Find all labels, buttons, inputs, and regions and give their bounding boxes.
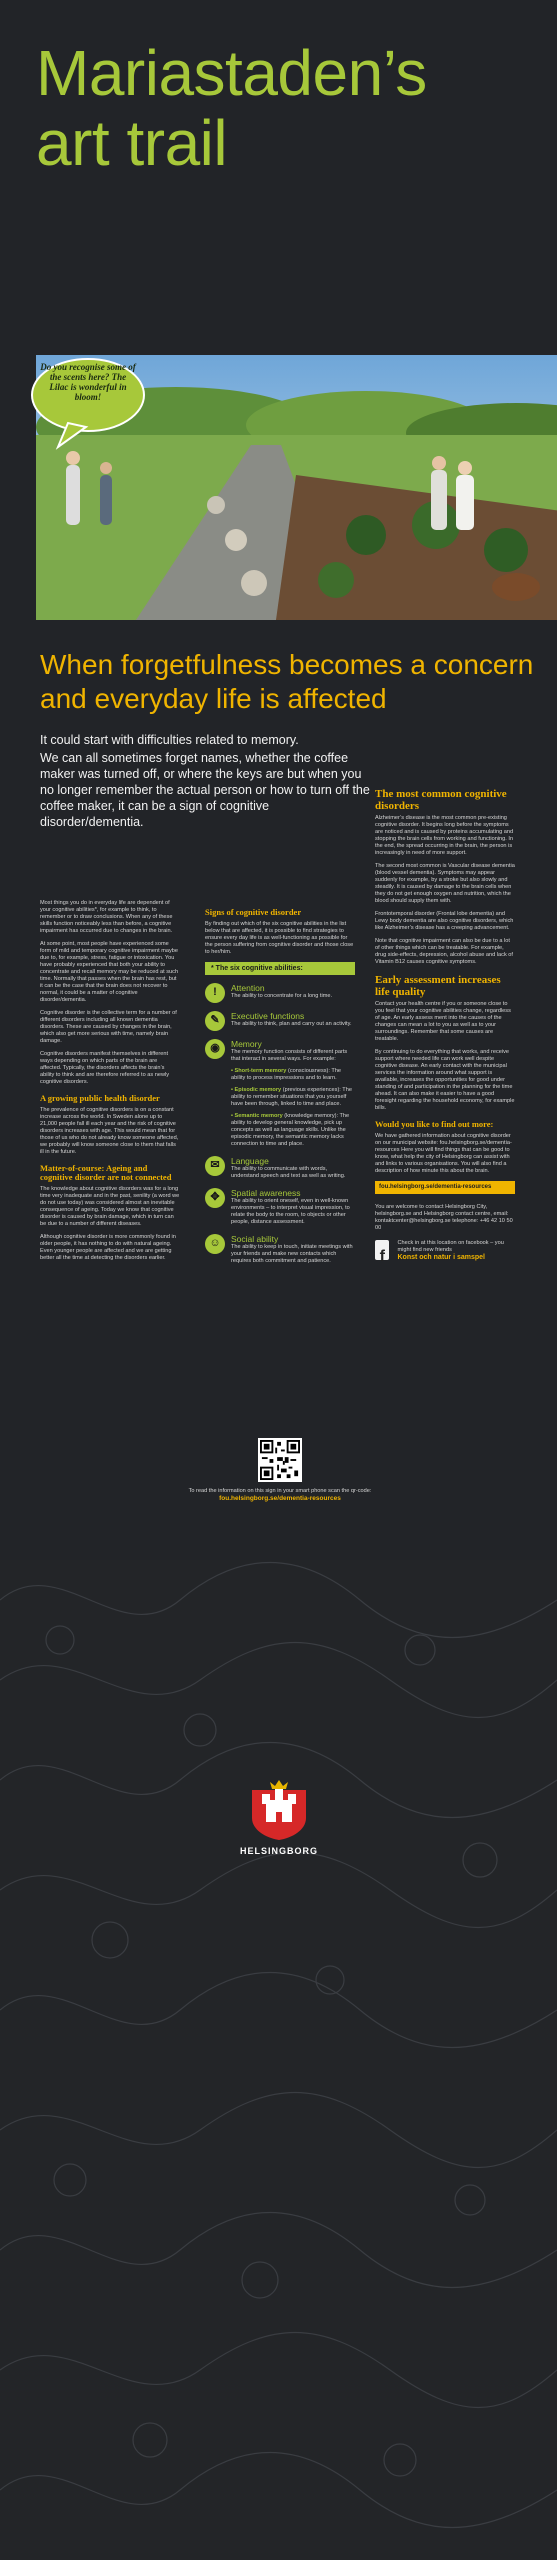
ability-desc: The ability to orient oneself, even in well-known environments – to interpret visual impression, to relate the body to the room, to objects or other people, distance assessment. <box>231 1197 350 1225</box>
memory-type-name: • Semantic memory <box>231 1112 283 1119</box>
paragraph: Cognitive disorders manifest themselves in different ways depending on which parts of the brain are affected. Typically, the disorders affects the brain’s ability to think and are therefore referred to as newly cognitive disorders. <box>40 1051 170 1085</box>
lead-paragraph: It could start with difficulties related to memory. <box>40 733 299 747</box>
ability-title: Attention <box>231 982 265 993</box>
ability-desc: The ability to keep in touch, initiate meetings with your friends and make new contacts which requires both commitment and patience. <box>231 1243 353 1264</box>
contact-paragraph: You are welcome to contact Helsingborg City, helsingborg.se and Helsingborg contact centre, email: kontaktcenter@helsingborg.se telephone: +46 42 10 50 00 <box>375 1203 513 1231</box>
ability-title: Social ability <box>231 1233 279 1244</box>
website-link[interactable]: fou.helsingborg.se/dementia-resources <box>375 1181 515 1194</box>
memory-type <box>231 1068 355 1082</box>
paragraph: The prevalence of cognitive disorders is on a constant increase across the world. In Sweden alone up to 21,000 people fall ill each year and the risk of cognitive disorders increases with age. This would mean that for those of us who do not already know someone affected, we probably will know someone close to them that falls ill in the future. <box>40 1106 179 1155</box>
floral-pattern-background <box>0 1560 557 2560</box>
ability-language <box>205 1156 355 1180</box>
paragraph: Frontotemporal disorder (Frontal lobe dementia) and Lewy body dementia are also cognitive disorders, which like Alzheimer’s disease has a creeping advancement. <box>375 911 514 931</box>
ability-desc: The memory function consists of different parts that interact in several ways. For example: <box>231 1048 348 1062</box>
paragraph: At some point, most people have experienced some form of mild and temporary cognitive impairment maybe due to, for example, stress, fatigue or intoxication. You have probably experienced that both your ability to concentrate and recall memory may be reduced at such time. Normally that passes when the brain has rest, but it can be the case that the brain does not recover to normal, it could be a matter of cognitive disorder/dementia. <box>40 941 179 1003</box>
lead-paragraph: We can all sometimes forget names, whether the coffee maker was turned off, or where the keys are but when you no longer remember the actual person or how to turn off the coffee maker, it can be a sign of cognitive disorder/dementia. <box>40 751 370 829</box>
ability-memory <box>205 1039 355 1148</box>
ability-title: Spatial awareness <box>231 1187 301 1198</box>
abilities-header: * The six cognitive abilities: <box>205 962 355 975</box>
helsingborg-crest-logo <box>248 1780 310 1840</box>
paragraph: By finding out which of the six cognitive abilities in the list below that are affected, it is possible to find strategies to ensure every day life is as well-functioning as possible for the person suffering from cognitive disorder and those close to her/him. <box>205 920 354 955</box>
qr-code[interactable] <box>258 1438 302 1482</box>
ability-title: Language <box>231 1155 269 1166</box>
paragraph: Contact your health centre if you or someone close to you feel that your cognitive abilities change, regardless of age. An early assess ment into the causes of the changes can mean a lot to you as well as to your surroundings. Remember that some causes are treatable. <box>375 1001 511 1042</box>
memory-type <box>231 1113 355 1148</box>
ability-desc: The ability to communicate with words, understand speech and text as well as writing. <box>231 1165 346 1179</box>
ability-title: Memory <box>231 1038 262 1049</box>
memory-type-name: • Short-term memory <box>231 1067 287 1074</box>
facebook-page-name: Konst och natur i samspel <box>397 1253 486 1261</box>
ability-social <box>205 1234 355 1265</box>
paragraph: Alzheimer’s disease is the most common pre-existing cognitive disorder. It begins long before the symptoms are noticed and is caused by proteins accumulating and stopping the brain cells from working and functioning. In the end, the spread occurring in the brain, the person is increasingly in need of more support. <box>375 815 514 856</box>
paragraph: The second most common is Vascular disease dementia (blood vessel dementia). Symptoms may appear suddenly for example, by a stroke but also slowly and steadily. It is caused by damage to the brain cells when they do not get enough oxygen and nutrition, which the blood should supply them with. <box>375 863 515 904</box>
page-title: Mariastaden’s art trail <box>36 37 427 179</box>
speech-icon: ✉ <box>205 1156 225 1176</box>
memory-type-desc: (previous experiences): The ability to remember situations that you yourself have been through, linked to time and place. <box>231 1086 352 1107</box>
facebook-text <box>397 1240 515 1261</box>
qr-instruction: To read the information on this sign in your smart phone scan the qr-code: <box>188 1488 372 1494</box>
memory-type-name: • Episodic memory <box>231 1086 282 1093</box>
exclamation-icon: ! <box>205 983 225 1003</box>
speech-bubble-text: Do you recognise some of the scents here? The Lilac is wonderful in bloom! <box>40 362 136 402</box>
memory-type <box>231 1087 355 1108</box>
headline: When forgetfulness becomes a concern and everyday life is affected <box>40 649 534 714</box>
section-heading: The most common cognitive disorders <box>375 788 507 812</box>
qr-code-graphic <box>260 1440 300 1480</box>
paragraph: We have gathered information about cognitive disorder on our municipal website: fou.helsingborg.se/dementia-resources Here you will find things that can be good to know, what help the city of Helsingborg can assist with and links to various organisations. You will also find a description of how minute this about the brain. <box>375 1132 512 1174</box>
column-right <box>375 780 515 1265</box>
section-heading: Matter-of-course: Ageing and cognitive disorder are not connected <box>40 1162 172 1182</box>
qr-caption <box>120 1488 440 1502</box>
ability-executive <box>205 1011 355 1031</box>
pencil-icon: ✎ <box>205 1011 225 1031</box>
section-heading: Early assessment increases life quality <box>375 974 501 998</box>
ability-title: Executive functions <box>231 1010 305 1021</box>
section-heading: A growing public health disorder <box>40 1093 160 1103</box>
ability-attention <box>205 983 355 1003</box>
compass-icon: ✥ <box>205 1188 225 1208</box>
paragraph: By continuing to do everything that works, and receive support where needed life can work well despite cognitive disease. An early contact with the municipal services the information around what support is available, increases the opportunities for good under standing of and participation in the planning for the time ahead. It can also make it easier to have a good foresight regarding the household economy, for example bills. <box>375 1049 515 1111</box>
paragraph: The knowledge about cognitive disorders was for a long time very inadequate and in the past, senility (a word we do not use today) was considered almost an inevitable consequence of ageing. Today we know that cognitive disorder is caused by brain damage, which in turn can be due to a number of different diseases. <box>40 1185 180 1227</box>
lead-text <box>40 732 370 832</box>
facebook-checkin[interactable] <box>375 1239 515 1265</box>
brand-name: HELSINGBORG <box>239 1846 318 1856</box>
section-heading: Would you like to find out more: <box>375 1119 494 1129</box>
brain-icon: ◉ <box>205 1039 225 1059</box>
memory-type-desc: (consciousness): The ability to process impressions and to learn. <box>231 1067 342 1081</box>
facebook-icon[interactable]: f <box>375 1240 389 1260</box>
memory-type-desc: (knowledge memory): The ability to develop general knowledge, pick up concepts as well as language skills. Unlike the episodic memory, the semantic memory lacks connection to time and place. <box>231 1112 350 1147</box>
ability-desc: The ability to concentrate for a long time. <box>231 992 333 999</box>
column-middle <box>205 900 355 1273</box>
people-icon: ☺ <box>205 1234 225 1254</box>
paragraph: Cognitive disorder is the collective term for a number of different disorders including all known dementia disorders. These are caused by changes in the brain, which also get more serious with time, namely brain damage. <box>40 1010 177 1044</box>
paragraph: Although cognitive disorder is more commonly found in older people, it has nothing to do with natural ageing. Even younger people are affected and we are getting better all the time at detecting the disorders earlier. <box>40 1233 176 1261</box>
section-heading: Signs of cognitive disorder <box>205 907 302 917</box>
ability-desc: The ability to think, plan and carry out an activity. <box>231 1020 352 1027</box>
facebook-line: Check in at this location on facebook – you might find new friends <box>397 1239 504 1253</box>
column-left <box>40 900 180 1268</box>
ability-spatial <box>205 1188 355 1226</box>
paragraph: Most things you do in everyday life are dependent of your cognitive abilities*, for example to think, to remember or to draw conclusions. When any of these skills function noticeably less than before, a cognitive impairment has occurred due to changes in the brain. <box>40 900 173 934</box>
paragraph: Note that cognitive impairment can also be due to a lot of other things which can be treatable. For example, drug side-effects, depression, alcohol abuse and lack of Vitamin B12 causes cognitive symptoms. <box>375 938 513 965</box>
qr-url[interactable]: fou.helsingborg.se/dementia-resources <box>219 1495 341 1502</box>
